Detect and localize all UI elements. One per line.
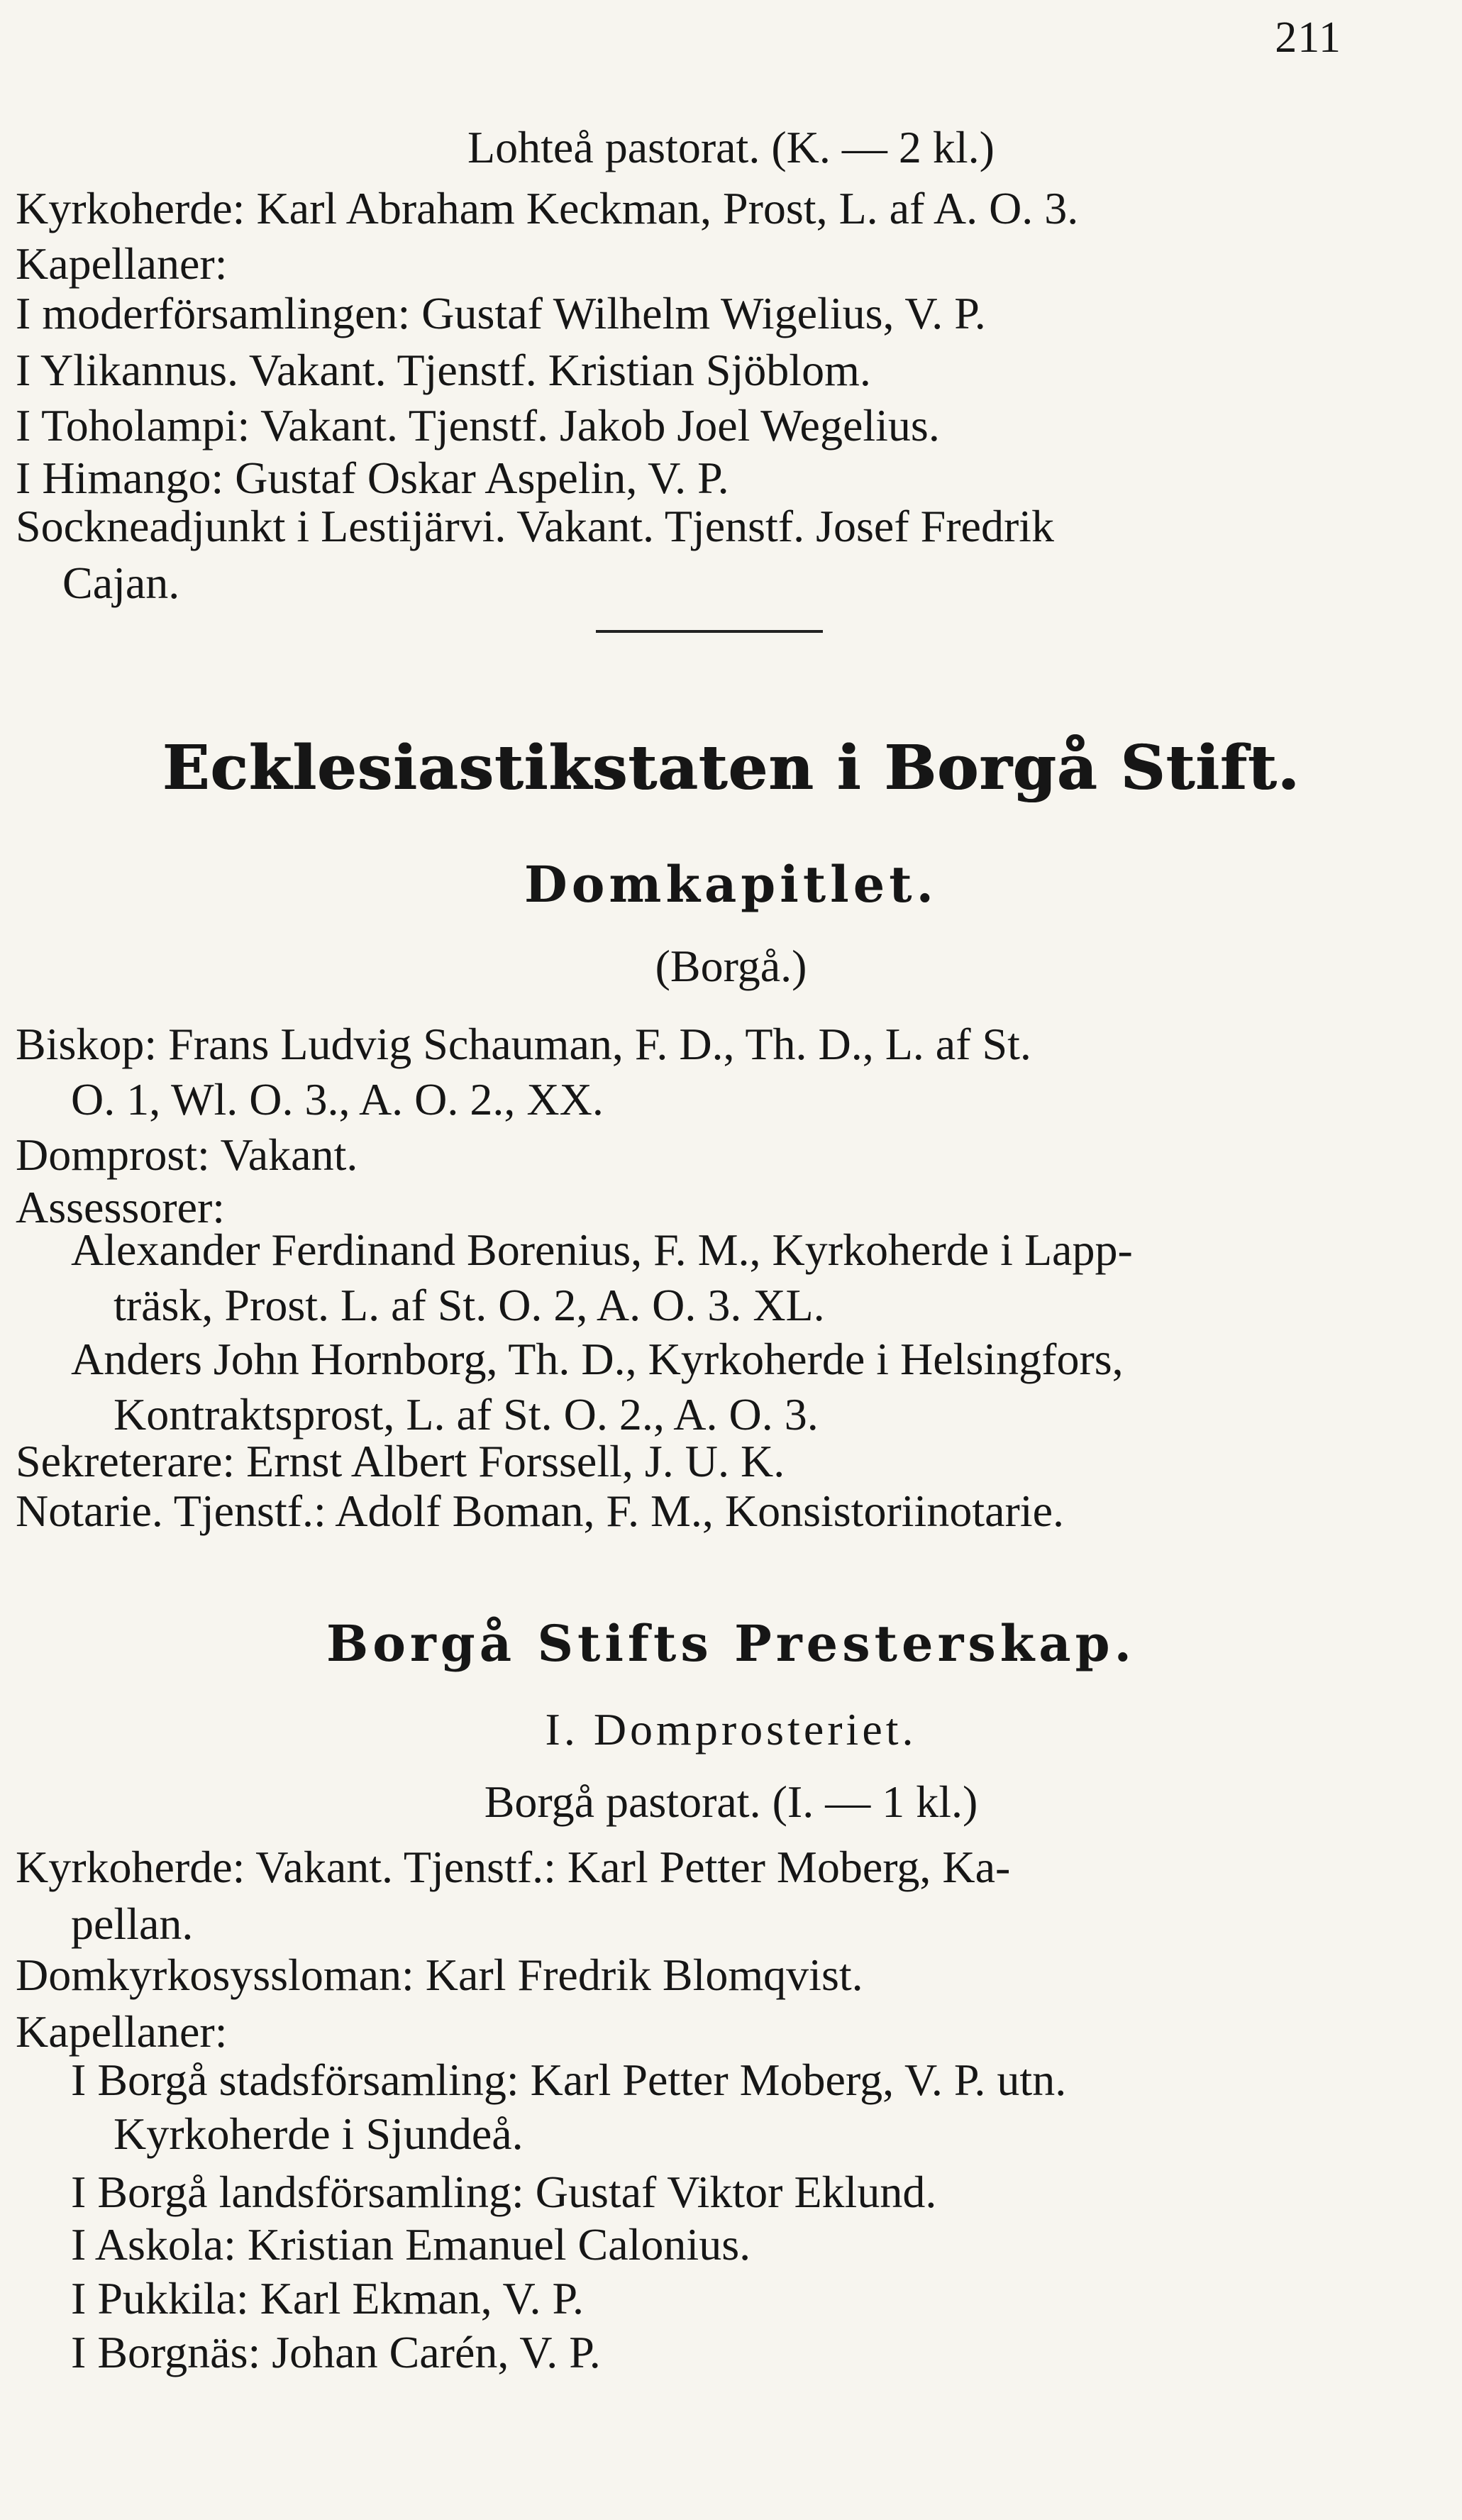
page-number: 211 <box>1275 13 1341 62</box>
entry-line: I Askola: Kristian Emanuel Calonius. <box>71 2219 751 2270</box>
lohtea-line: Sockneadjunkt i Lestijärvi. Vakant. Tjenstf. Josef Fredrik <box>16 501 1055 551</box>
entry-line: Kyrkoherde i Sjundeå. <box>113 2109 524 2159</box>
entry-line: Anders John Hornborg, Th. D., Kyrkoherde i Helsingfors, <box>71 1334 1124 1384</box>
entry-line: Domkyrkosyssloman: Karl Fredrik Blomqvist. <box>16 1950 863 2000</box>
main-title: Ecklesiastikstaten i Borgå Stift. <box>162 732 1300 804</box>
entry-line: I Pukkila: Karl Ekman, V. P. <box>71 2273 584 2323</box>
entry-line: Kontraktsprost, L. af St. O. 2., A. O. 3. <box>113 1389 819 1439</box>
borga-pastorat-heading: Borgå pastorat. (I. — 1 kl.) <box>484 1776 978 1827</box>
entry-line: Domprost: Vakant. <box>16 1129 358 1180</box>
entry-line: Sekreterare: Ernst Albert Forssell, J. U. K. <box>16 1436 785 1486</box>
lohtea-line: Cajan. <box>62 558 180 608</box>
entry-line: Biskop: Frans Ludvig Schauman, F. D., Th. D., L. af St. <box>16 1019 1031 1069</box>
entry-line: Kyrkoherde: Vakant. Tjenstf.: Karl Petter Moberg, Ka- <box>16 1842 1011 1892</box>
entry-line: träsk, Prost. L. af St. O. 2, A. O. 3. XL. <box>113 1280 825 1330</box>
domkapitlet-title: Domkapitlet. <box>524 855 938 914</box>
lohtea-line: I Ylikannus. Vakant. Tjenstf. Kristian Sjöblom. <box>16 345 871 395</box>
entry-line: I Borgnäs: Johan Carén, V. P. <box>71 2327 601 2377</box>
section-divider <box>596 630 823 633</box>
entry-line: Alexander Ferdinand Borenius, F. M., Kyrkoherde i Lapp- <box>71 1225 1133 1275</box>
lohtea-line: Kyrkoherde: Karl Abraham Keckman, Prost, L. af A. O. 3. <box>16 183 1079 233</box>
lohtea-line: I moderförsamlingen: Gustaf Wilhelm Wigelius, V. P. <box>16 288 986 338</box>
lohtea-line: I Himango: Gustaf Oskar Aspelin, V. P. <box>16 453 729 503</box>
lohtea-line: I Toholampi: Vakant. Tjenstf. Jakob Joel Wegelius. <box>16 400 940 451</box>
entry-line: I Borgå stadsförsamling: Karl Petter Moberg, V. P. utn. <box>71 2055 1067 2105</box>
lohtea-heading: Lohteå pastorat. (K. — 2 kl.) <box>467 122 995 172</box>
entry-line: Notarie. Tjenstf.: Adolf Boman, F. M., Konsistoriinotarie. <box>16 1486 1064 1536</box>
domprosteriet-heading: I. Domprosteriet. <box>545 1704 917 1754</box>
lohtea-line: Kapellaner: <box>16 238 228 289</box>
entry-line: pellan. <box>71 1899 194 1949</box>
entry-line: I Borgå landsförsamling: Gustaf Viktor Eklund. <box>71 2167 937 2217</box>
entry-line: O. 1, Wl. O. 3., A. O. 2., XX. <box>71 1074 604 1124</box>
presterskap-title: Borgå Stifts Presterskap. <box>326 1614 1136 1673</box>
entry-line: Kapellaner: <box>16 2006 228 2057</box>
place-note: (Borgå.) <box>655 941 807 991</box>
entry-line: Assessorer: <box>16 1182 226 1232</box>
